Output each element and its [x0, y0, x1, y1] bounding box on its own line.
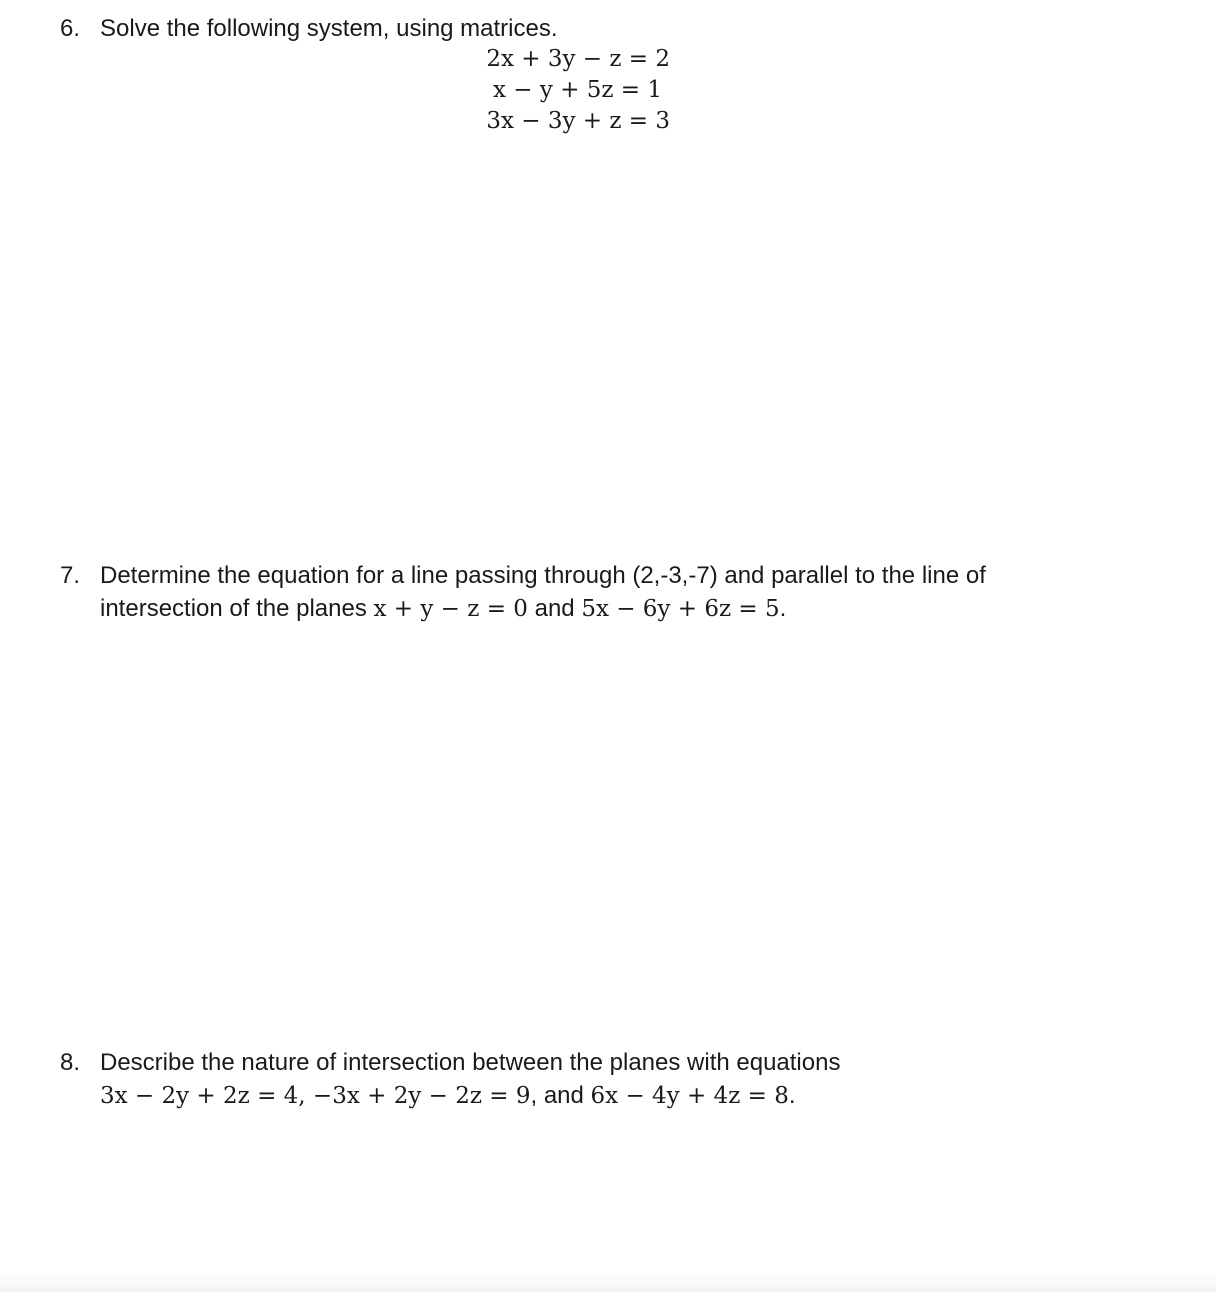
question-6: [60, 12, 1160, 45]
plane-equation: x + y − z = 0: [373, 596, 528, 622]
question-line: Describe the nature of intersection between the planes with equations: [100, 1049, 841, 1076]
plane-equations: 3x − 2y + 2z = 4, −3x + 2y − 2z = 9: [100, 1083, 531, 1109]
question-7: [60, 559, 1160, 626]
page-bottom-edge: [0, 1270, 1216, 1292]
question-8: [60, 1046, 1160, 1113]
text-span: , and: [530, 1082, 591, 1109]
plane-equation: 5x − 6y + 6z = 5: [581, 596, 780, 622]
plane-equation: 6x − 4y + 4z = 8: [590, 1083, 789, 1109]
question-line: [100, 1079, 1160, 1113]
question-line: Determine the equation for a line passing through (2,-3,-7) and parallel to the line of: [100, 562, 986, 589]
question-text: [100, 559, 1160, 626]
equation-row: 3x − 3y + z = 3: [486, 108, 670, 134]
equation-row: x − y + 5z = 1: [492, 77, 662, 103]
question-text: Solve the following system, using matrices.: [100, 15, 558, 42]
question-number: 8.: [60, 1049, 81, 1076]
text-span: and: [527, 595, 582, 622]
question-line: [100, 592, 1160, 626]
text-span: .: [779, 595, 787, 622]
text-span: .: [788, 1082, 796, 1109]
question-text: [100, 1046, 1160, 1113]
equation-row: 2x + 3y − z = 2: [486, 46, 670, 72]
question-number: 6.: [60, 15, 81, 42]
text-span: intersection of the planes: [100, 595, 374, 622]
question-number: 7.: [60, 562, 81, 589]
